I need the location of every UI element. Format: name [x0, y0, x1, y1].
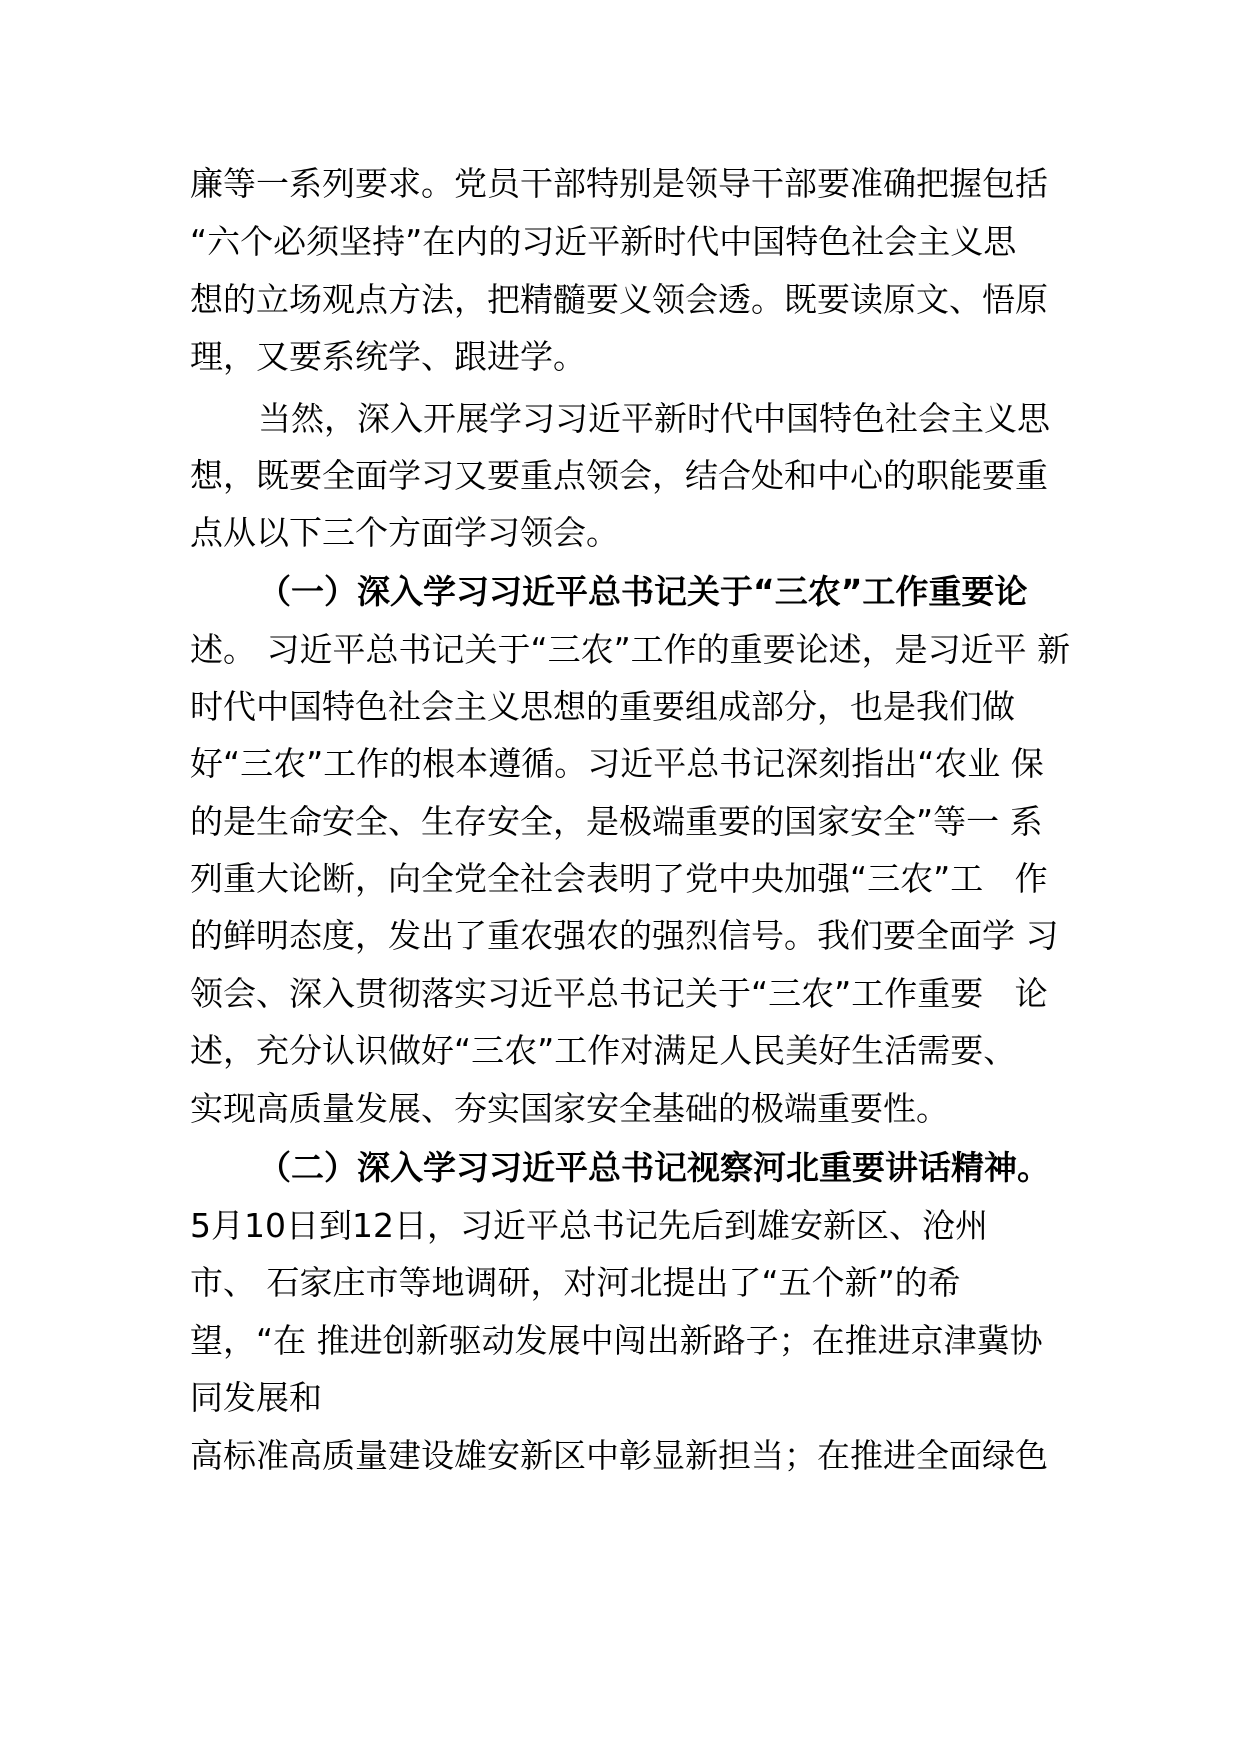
paragraph-line: 想，既要全面学习又要重点领会，结合处和中心的职能要重	[190, 456, 1048, 495]
paragraph-line: 时代中国特色社会主义思想的重要组成部分，也是我们做	[190, 687, 1015, 726]
paragraph-line: 的鲜明态度，发出了重农强农的强烈信号。我们要全面学 习	[190, 916, 1059, 955]
paragraph-line: 好“三农”工作的根本遵循。习近平总书记深刻指出“农业 保	[190, 744, 1044, 783]
paragraph-line: 同发展和	[190, 1378, 322, 1417]
section-heading-2: （二）深入学习习近平总书记视察河北重要讲话精神。	[258, 1148, 1050, 1187]
paragraph-line: 列重大论断，向全党全社会表明了党中央加强“三农”工 作	[190, 859, 1048, 898]
paragraph-line: 市、 石家庄市等地调研，对河北提出了“五个新”的希	[190, 1263, 961, 1302]
paragraph-line: 理，又要系统学、跟进学。	[190, 337, 586, 376]
paragraph-line: 想的立场观点方法，把精髓要义领会透。既要读原文、悟原	[190, 280, 1048, 319]
paragraph-line: 5月10日到12日，习近平总书记先后到雄安新区、沧州	[190, 1206, 988, 1245]
paragraph-line: 实现高质量发展、夯实国家安全基础的极端重要性。	[190, 1089, 949, 1128]
paragraph-line: 点从以下三个方面学习领会。	[190, 513, 619, 552]
paragraph-line: 当然，深入开展学习习近平新时代中国特色社会主义思	[258, 399, 1050, 438]
paragraph-line: 述。 习近平总书记关于“三农”工作的重要论述，是习近平 新	[190, 630, 1071, 669]
paragraph-line: 望，“在 推进创新驱动发展中闯出新路子；在推进京津冀协	[190, 1321, 1043, 1360]
paragraph-line: 述，充分认识做好“三农”工作对满足人民美好生活需要、	[190, 1031, 1017, 1070]
paragraph-line: 的是生命安全、生存安全，是极端重要的国家安全”等一 系	[190, 802, 1043, 841]
paragraph-line: “六个必须坚持”在内的习近平新时代中国特色社会主义思	[190, 222, 1017, 261]
section-heading-1: （一）深入学习习近平总书记关于“三农”工作重要论	[258, 572, 1028, 611]
paragraph-line: 高标准高质量建设雄安新区中彰显新担当；在推进全面绿色	[190, 1436, 1048, 1475]
paragraph-line: 廉等一系列要求。党员干部特别是领导干部要准确把握包括	[190, 164, 1048, 203]
paragraph-line: 领会、深入贯彻落实习近平总书记关于“三农”工作重要 论	[190, 974, 1048, 1013]
